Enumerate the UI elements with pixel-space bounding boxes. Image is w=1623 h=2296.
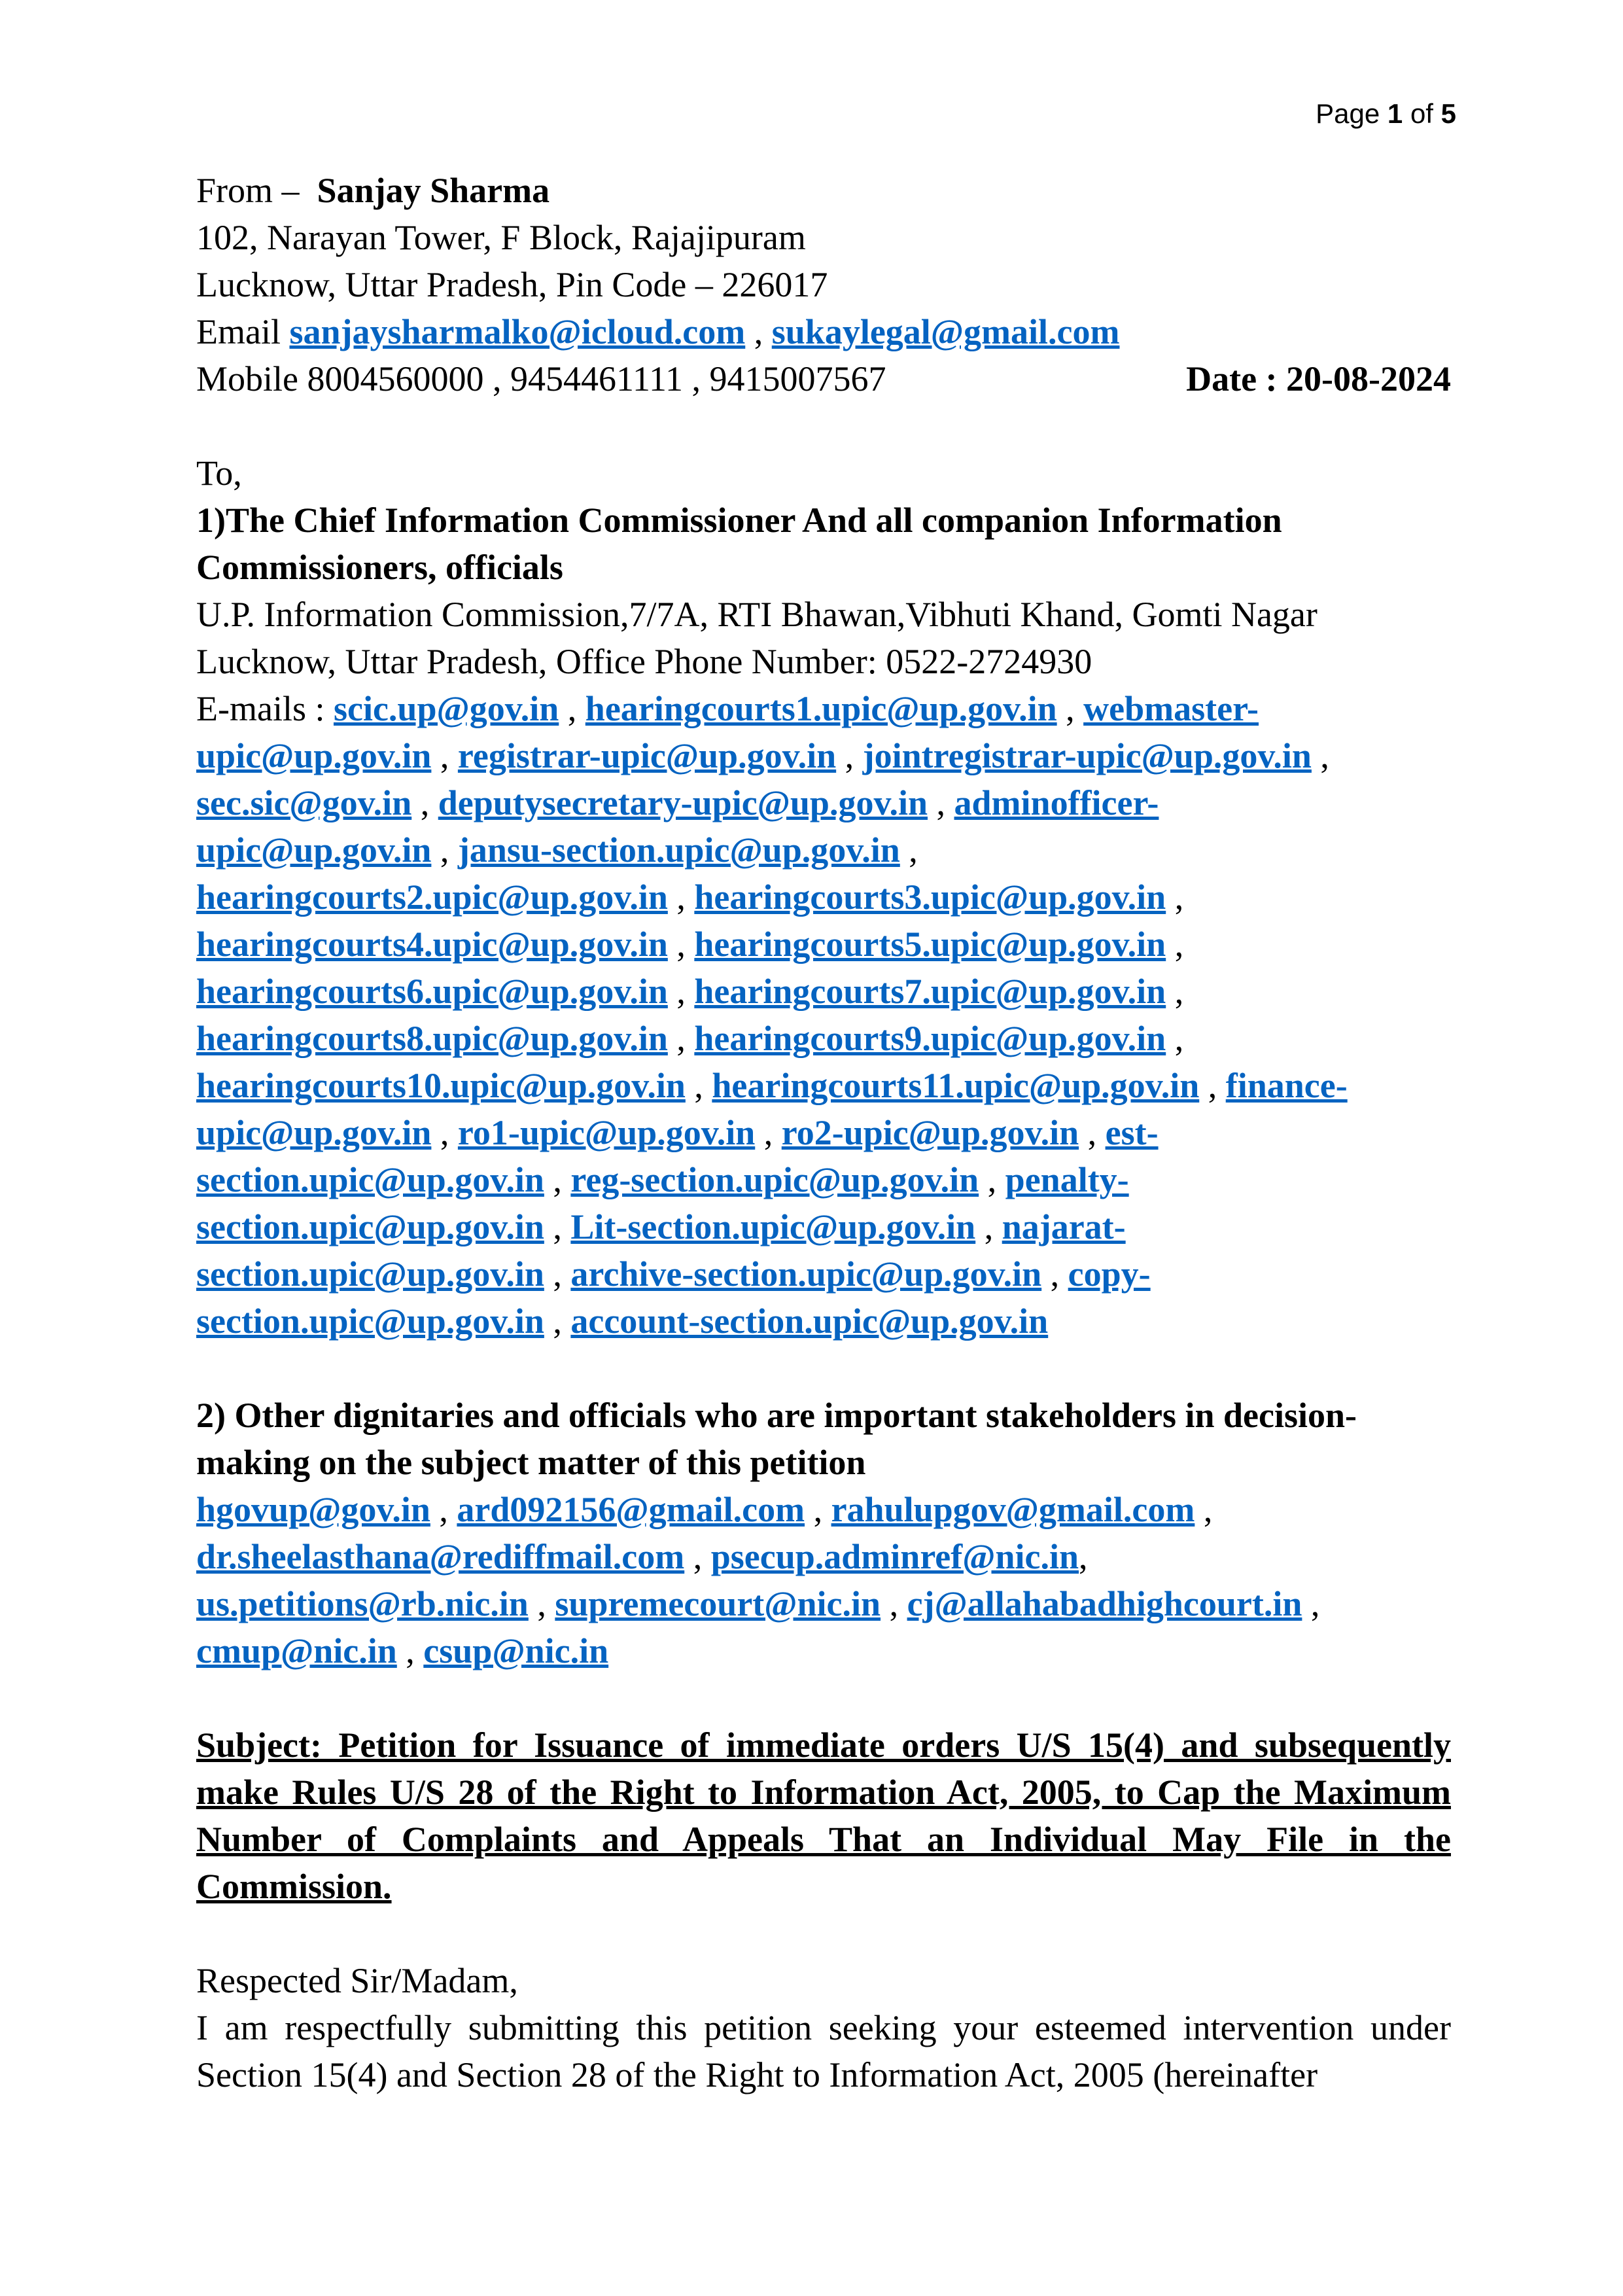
salutation: Respected Sir/Madam, <box>196 1961 518 2000</box>
email-link[interactable]: hearingcourts10.upic@up.gov.in <box>196 1066 686 1105</box>
page-number: Page 1 of 5 <box>1316 98 1456 129</box>
email-link[interactable]: upic@up.gov.in <box>196 1113 432 1152</box>
email-label: Email <box>196 312 281 351</box>
email-link[interactable]: ard092156@gmail.com <box>457 1490 805 1529</box>
email-link[interactable]: upic@up.gov.in <box>196 736 432 775</box>
recipient-1-email-list: E-mails : scic.up@gov.in , hearingcourts1.upic@up.gov.in , webmaster- upic@up.gov.in , registrar-upic@up.gov.in , jointregistrar-upic@up.gov.in , sec.sic@gov.in , deputysecretary-upic@up.gov.in , adminofficer- upic@up.gov.in , jansu-section.upic@up.gov.in , hearingcourts2.upic@up.gov.in , hearingcourts3.upic@up.gov.in , hearingcourts4.upic@up.gov.in , hearingcourts5.upic@up.gov.in , hearingcourts6.upic@up.gov.in , hearingcourts7.upic@up.gov.in , hearingcourts8.upic@up.gov.in , hearingcourts9.upic@up.gov.in , hearingcourts10.upic@up.gov.in , hearingcourts11.upic@up.gov.in , finance- upic@up.gov.in , ro1-upic@up.gov.in , ro2-upic@up.gov.in , est- section.upic@up.gov.in , reg-section.upic@up.gov.in , penalty- section.upic@up.gov.in , Lit-section.upic@up.gov.in , najarat- section.upic@up.gov.in , archive-section.upic@up.gov.in , copy- section.upic@up.gov.in , account-section.upic@up.gov.in <box>196 689 1348 1341</box>
email-link[interactable]: psecup.adminref@nic.in <box>710 1537 1079 1576</box>
email-link[interactable]: reg-section.upic@up.gov.in <box>570 1160 979 1199</box>
email-link[interactable]: section.upic@up.gov.in <box>196 1254 544 1294</box>
email-link[interactable]: csup@nic.in <box>423 1631 609 1670</box>
email-link[interactable]: section.upic@up.gov.in <box>196 1160 544 1199</box>
recipient-2-heading: making on the subject matter of this petition <box>196 1443 866 1482</box>
recipient-2-email-list: hgovup@gov.in , ard092156@gmail.com , rahulupgov@gmail.com , dr.sheelasthana@rediffmail.com , psecup.adminref@nic.in, us.petitions@rb.nic.in , supremecourt@nic.in , cj@allahabadhighcourt.in , cmup@nic.in , csup@nic.in <box>196 1490 1320 1670</box>
email-link[interactable]: cmup@nic.in <box>196 1631 397 1670</box>
sender-address-1: 102, Narayan Tower, F Block, Rajajipuram <box>196 218 806 257</box>
subject-line: Subject: Petition for Issuance of immediate orders U/S 15(4) and subsequently make Rules U/S 28 of the Right to Information Act, 2005, to Cap the Maximum Number of Complaints and Appeals That an Individual May File in the Commission. <box>196 1725 1451 1906</box>
email-link[interactable]: hearingcourts11.upic@up.gov.in <box>712 1066 1200 1105</box>
email-link[interactable]: rahulupgov@gmail.com <box>831 1490 1195 1529</box>
to-label: To, <box>196 453 242 493</box>
email-link[interactable]: hearingcourts2.upic@up.gov.in <box>196 877 668 917</box>
recipient-1-heading: 1)The Chief Information Commissioner And all companion Information <box>196 501 1282 540</box>
email-link[interactable]: copy- <box>1068 1254 1151 1294</box>
sender-email-link[interactable]: sukaylegal@gmail.com <box>771 312 1120 351</box>
email-link[interactable]: est- <box>1105 1113 1159 1152</box>
email-link[interactable]: dr.sheelasthana@rediffmail.com <box>196 1537 685 1576</box>
email-link[interactable]: sec.sic@gov.in <box>196 783 412 822</box>
email-link[interactable]: Lit-section.upic@up.gov.in <box>570 1207 976 1246</box>
sender-email-line: Email sanjaysharmalko@icloud.com , sukaylegal@gmail.com <box>196 312 1120 351</box>
recipient-2-heading: 2) Other dignitaries and officials who are important stakeholders in decision- <box>196 1396 1357 1435</box>
recipient-1-address: U.P. Information Commission,7/7A, RTI Bhawan,Vibhuti Khand, Gomti Nagar <box>196 595 1318 634</box>
email-link[interactable]: jointregistrar-upic@up.gov.in <box>862 736 1312 775</box>
email-link[interactable]: webmaster- <box>1083 689 1259 728</box>
email-link[interactable]: registrar-upic@up.gov.in <box>457 736 837 775</box>
sender-name: Sanjay Sharma <box>317 171 550 210</box>
email-link[interactable]: supremecourt@nic.in <box>555 1584 881 1623</box>
email-link[interactable]: hearingcourts7.upic@up.gov.in <box>694 972 1166 1011</box>
email-link[interactable]: ro2-upic@up.gov.in <box>781 1113 1079 1152</box>
sender-mobile: Mobile 8004560000 , 9454461111 , 9415007567 <box>196 359 886 398</box>
email-link[interactable]: najarat- <box>1002 1207 1126 1246</box>
email-link[interactable]: hearingcourts6.upic@up.gov.in <box>196 972 668 1011</box>
sender-email-link[interactable]: sanjaysharmalko@icloud.com <box>289 312 746 351</box>
mobile-date-line <box>196 355 1451 402</box>
email-link[interactable]: hearingcourts8.upic@up.gov.in <box>196 1019 668 1058</box>
email-link[interactable]: archive-section.upic@up.gov.in <box>570 1254 1042 1294</box>
emails-label: E-mails : <box>196 689 325 728</box>
email-link[interactable]: cj@allahabadhighcourt.in <box>907 1584 1302 1623</box>
email-link[interactable]: section.upic@up.gov.in <box>196 1301 544 1341</box>
email-link[interactable]: scic.up@gov.in <box>333 689 559 728</box>
email-link[interactable]: hearingcourts4.upic@up.gov.in <box>196 925 668 964</box>
email-link[interactable]: hearingcourts5.upic@up.gov.in <box>694 925 1166 964</box>
recipient-1-heading: Commissioners, officials <box>196 548 563 587</box>
email-link[interactable]: hearingcourts3.upic@up.gov.in <box>694 877 1166 917</box>
email-link[interactable]: deputysecretary-upic@up.gov.in <box>438 783 928 822</box>
email-link[interactable]: us.petitions@rb.nic.in <box>196 1584 529 1623</box>
email-link[interactable]: hearingcourts9.upic@up.gov.in <box>694 1019 1166 1058</box>
from-label: From – <box>196 171 300 210</box>
letter-date: Date : 20-08-2024 <box>1186 359 1451 398</box>
email-link[interactable]: account-section.upic@up.gov.in <box>570 1301 1049 1341</box>
email-link[interactable]: finance- <box>1225 1066 1348 1105</box>
letter-body <box>196 167 1451 2098</box>
email-link[interactable]: upic@up.gov.in <box>196 830 432 870</box>
sender-address-2: Lucknow, Uttar Pradesh, Pin Code – 226017 <box>196 265 828 304</box>
email-link[interactable]: ro1-upic@up.gov.in <box>457 1113 756 1152</box>
body-paragraph: I am respectfully submitting this petition seeking your esteemed intervention under Section 15(4) and Section 28 of the Right to Information Act, 2005 (hereinafter <box>196 2008 1451 2094</box>
email-link[interactable]: hgovup@gov.in <box>196 1490 430 1529</box>
from-line <box>196 167 1451 214</box>
email-link[interactable]: penalty- <box>1005 1160 1129 1199</box>
email-link[interactable]: adminofficer- <box>954 783 1159 822</box>
email-link[interactable]: hearingcourts1.upic@up.gov.in <box>585 689 1057 728</box>
email-link[interactable]: jansu-section.upic@up.gov.in <box>457 830 900 870</box>
recipient-1-address: Lucknow, Uttar Pradesh, Office Phone Number: 0522-2724930 <box>196 642 1092 681</box>
email-link[interactable]: section.upic@up.gov.in <box>196 1207 544 1246</box>
